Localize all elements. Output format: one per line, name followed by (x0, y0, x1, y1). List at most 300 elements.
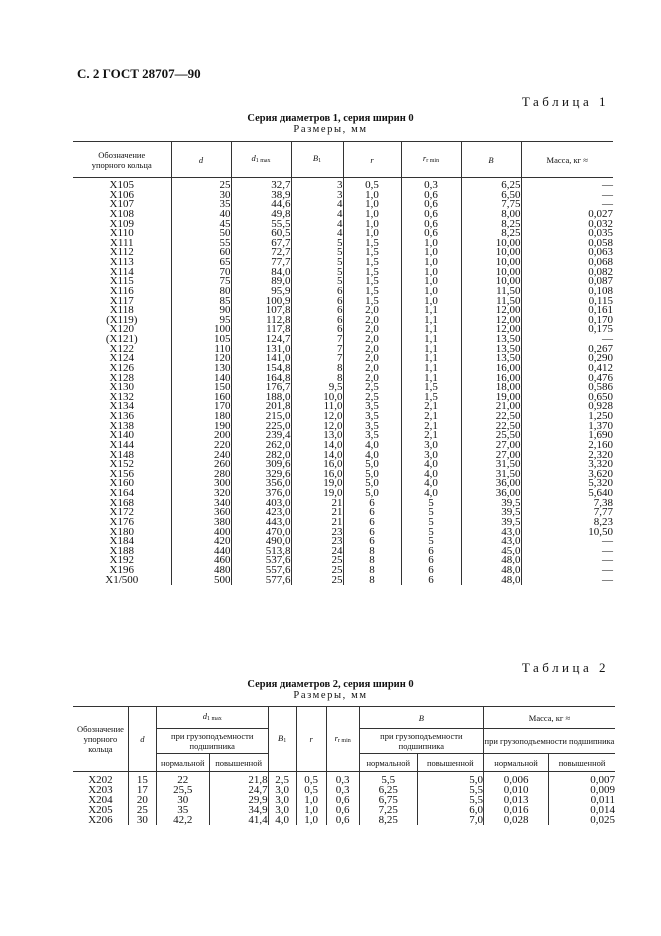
table-row (73, 210, 613, 220)
table-cell: X107 (73, 200, 171, 210)
table-cell: 188,0 (231, 393, 291, 403)
table-cell: 0,267 (588, 342, 613, 355)
table-cell: 95,9 (231, 287, 291, 297)
table-cell: 400 (171, 528, 231, 538)
t2-col-r1min: $r_{r min}$ (326, 707, 359, 772)
table-cell: 1,1 (401, 345, 461, 355)
table-cell: 131,0 (231, 345, 291, 355)
table-cell: 5,0 (343, 470, 401, 480)
table-cell: 340 (171, 499, 231, 509)
table1-heading (0, 113, 661, 135)
table-cell: 215,0 (231, 412, 291, 422)
table-cell: X112 (73, 248, 171, 258)
table-cell: 1,5 (343, 287, 401, 297)
table-row (73, 277, 613, 287)
table-cell: 8 (291, 374, 343, 384)
table-cell: 6,50 (461, 191, 521, 201)
table-cell: 14,0 (291, 441, 343, 451)
table-cell: 0,3 (326, 772, 359, 786)
table-cell: 11,50 (461, 287, 521, 297)
table-cell: X126 (73, 364, 171, 374)
table-cell: 1,5 (401, 383, 461, 393)
table-cell: 40 (171, 210, 231, 220)
table-cell: 239,4 (231, 431, 291, 441)
table-cell: 6,25 (461, 178, 521, 191)
table-row (73, 556, 613, 566)
table-cell: 60 (171, 248, 231, 258)
table-cell: 20 (128, 795, 156, 805)
table-cell: 1,5 (343, 268, 401, 278)
t2-col-mass: Масса, кг ≈ (483, 707, 615, 729)
table-cell: 513,8 (231, 547, 291, 557)
table-cell: 25 (291, 566, 343, 576)
table-cell: 5 (401, 499, 461, 509)
table1-body (73, 178, 613, 586)
table-cell: 24 (291, 547, 343, 557)
table-cell: 282,0 (231, 451, 291, 461)
table-cell: 13,50 (461, 354, 521, 364)
table-cell: 10,00 (461, 268, 521, 278)
table-row (73, 316, 613, 326)
table1-subtitle: Размеры, мм (293, 124, 368, 135)
table-cell: 55 (171, 239, 231, 249)
table-cell: 0,035 (588, 227, 613, 240)
table-cell: 5,0 (343, 460, 401, 470)
table-cell: 1,5 (343, 258, 401, 268)
table-row (73, 345, 613, 355)
table-cell: X148 (73, 451, 171, 461)
table-cell: 1,1 (401, 316, 461, 326)
table-cell: 6 (291, 306, 343, 316)
table-cell: X120 (73, 325, 171, 335)
table-cell: 29,9 (209, 795, 268, 805)
table-cell: 4,0 (343, 451, 401, 461)
table-cell: 5,5 (417, 795, 483, 805)
table-cell: 2,320 (588, 448, 613, 461)
table-cell: 38,9 (231, 191, 291, 201)
table-cell: 150 (171, 383, 231, 393)
table-cell: 500 (171, 576, 231, 586)
table-row (73, 451, 613, 461)
table-cell: X113 (73, 258, 171, 268)
table-cell: 6 (401, 556, 461, 566)
table-cell: 5 (401, 508, 461, 518)
table-cell: 43,0 (461, 537, 521, 547)
table-cell: 0,170 (588, 313, 613, 326)
table-row (73, 518, 613, 528)
table-cell: 22 (156, 772, 209, 786)
table-cell: X172 (73, 508, 171, 518)
table-cell: 7 (291, 345, 343, 355)
page-header: С. 2 ГОСТ 28707—90 (77, 66, 201, 81)
table-cell: 440 (171, 547, 231, 557)
table-cell: 10,50 (588, 525, 613, 538)
t2-col-b1: $B_1$ (268, 707, 296, 772)
table-cell: 5 (291, 258, 343, 268)
table-cell: 4,0 (401, 470, 461, 480)
table-cell: 107,8 (231, 306, 291, 316)
table-cell: X138 (73, 422, 171, 432)
table-cell: 260 (171, 460, 231, 470)
table-cell: 112,8 (231, 316, 291, 326)
table-cell: 0,175 (588, 323, 613, 336)
table-cell: 100 (171, 325, 231, 335)
table-cell: 6 (343, 528, 401, 538)
table-cell: 4 (291, 229, 343, 239)
table-cell: 8,00 (461, 210, 521, 220)
table-cell: 0,025 (590, 814, 615, 826)
table-cell: 0,014 (590, 804, 615, 816)
table-cell: 164,8 (231, 374, 291, 384)
table-cell: 0,5 (296, 772, 326, 786)
table-row (73, 508, 613, 518)
table-cell: 1,5 (343, 277, 401, 287)
table-cell: 0,650 (588, 390, 613, 403)
table-cell: 1,1 (401, 306, 461, 316)
table-cell: 39,5 (461, 499, 521, 509)
table-cell: — (602, 198, 613, 211)
table-row (73, 374, 613, 384)
table-row (73, 576, 613, 586)
table-cell: 1,1 (401, 325, 461, 335)
table-cell: 6 (291, 316, 343, 326)
table-cell: 12,0 (291, 412, 343, 422)
table-row (73, 297, 613, 307)
table-cell: 72,7 (231, 248, 291, 258)
table-row (73, 220, 613, 230)
table-cell: 6 (343, 508, 401, 518)
table-cell: 0,290 (588, 352, 613, 365)
table-cell: 1,0 (343, 200, 401, 210)
table-cell: 2,1 (401, 412, 461, 422)
table-cell: 2,0 (343, 325, 401, 335)
table-cell: 48,0 (461, 576, 521, 586)
table-cell: — (602, 544, 613, 557)
table-cell: 31,50 (461, 460, 521, 470)
table-cell: 1,0 (343, 191, 401, 201)
table-cell: 0,6 (401, 191, 461, 201)
table-cell: 12,0 (291, 422, 343, 432)
table-cell: X108 (73, 210, 171, 220)
table-cell: 8 (343, 547, 401, 557)
table-cell: — (602, 179, 613, 191)
table-cell: X109 (73, 220, 171, 230)
table-cell: 42,2 (156, 815, 209, 825)
table-cell: 39,5 (461, 508, 521, 518)
table-cell: 8 (291, 364, 343, 374)
table-row (73, 248, 613, 258)
table-cell: 403,0 (231, 499, 291, 509)
table-row (73, 191, 613, 201)
table-row (73, 287, 613, 297)
table-cell: 2,0 (343, 335, 401, 345)
table-cell: 8,25 (461, 220, 521, 230)
table-cell: 117,8 (231, 325, 291, 335)
table1-title: Серия диаметров 1, серия ширин 0 (247, 113, 414, 124)
table-cell: 3,0 (401, 451, 461, 461)
table-cell: 154,8 (231, 364, 291, 374)
table-cell: 5 (291, 239, 343, 249)
table-cell: 48,0 (461, 566, 521, 576)
table-cell: 557,6 (231, 566, 291, 576)
table-cell: 6 (401, 566, 461, 576)
t2-mass-by-load: при грузоподъемности подшипника (483, 729, 615, 754)
table-cell: 200 (171, 431, 231, 441)
table-cell: 21,00 (461, 402, 521, 412)
t2-b-high: повышенной (417, 754, 483, 772)
table-cell: 45,0 (461, 547, 521, 557)
table-cell: 31,50 (461, 470, 521, 480)
table-cell: 356,0 (231, 479, 291, 489)
table-cell: 420 (171, 537, 231, 547)
table-cell: 443,0 (231, 518, 291, 528)
table-cell: 180 (171, 412, 231, 422)
table-cell: 6 (401, 547, 461, 557)
table-row (73, 499, 613, 509)
table-cell: 0,087 (588, 275, 613, 288)
table-cell: 380 (171, 518, 231, 528)
table-cell: 13,50 (461, 345, 521, 355)
table-cell: X206 (73, 815, 128, 825)
table-cell: 0,058 (588, 236, 613, 249)
table-cell: X205 (73, 805, 128, 815)
table-row (73, 402, 613, 412)
table-cell: X184 (73, 537, 171, 547)
table-cell: 4,0 (343, 441, 401, 451)
table-cell: — (602, 535, 613, 548)
table-cell: 90 (171, 306, 231, 316)
table-cell: 21 (291, 518, 343, 528)
table-cell: 55,5 (231, 220, 291, 230)
table-cell: 0,032 (588, 217, 613, 230)
table-cell: 3,5 (343, 422, 401, 432)
table-row (73, 335, 613, 345)
table-cell: 0,5 (296, 785, 326, 795)
table-cell: 49,8 (231, 210, 291, 220)
table-row (73, 200, 613, 210)
table-cell: 1,690 (588, 429, 613, 442)
table-cell: 376,0 (231, 489, 291, 499)
table-row (73, 479, 613, 489)
table-cell: 2,160 (588, 438, 613, 451)
table-cell: (X121) (73, 335, 171, 345)
table-cell: 0,3 (326, 785, 359, 795)
table-cell: 4 (291, 200, 343, 210)
table-cell: 35 (156, 805, 209, 815)
table-cell: 537,6 (231, 556, 291, 566)
table-cell: X124 (73, 354, 171, 364)
table-row (73, 537, 613, 547)
table-cell: 176,7 (231, 383, 291, 393)
table-cell: 2,0 (343, 364, 401, 374)
table-cell: 0,6 (401, 220, 461, 230)
table-cell: X202 (73, 772, 128, 786)
table-cell: 30 (128, 815, 156, 825)
table-cell: 7 (291, 354, 343, 364)
table-cell: 124,7 (231, 335, 291, 345)
table-row (73, 229, 613, 239)
table-cell: 3,5 (343, 402, 401, 412)
table-cell: (X119) (73, 316, 171, 326)
table-cell: 15 (128, 772, 156, 786)
table-cell: X117 (73, 297, 171, 307)
table-cell: 3,0 (268, 785, 296, 795)
table-cell: 0,108 (588, 284, 613, 297)
table-cell: 11,50 (461, 297, 521, 307)
table-cell: 2,0 (343, 345, 401, 355)
table-cell: 2,5 (343, 383, 401, 393)
table-row (73, 566, 613, 576)
t2-d1-high: повышенной (209, 754, 268, 772)
table-cell: 1,0 (401, 239, 461, 249)
table-cell: 23 (291, 537, 343, 547)
table-cell: 25 (171, 178, 231, 191)
table-cell: 1,1 (401, 364, 461, 374)
table-cell: 89,0 (231, 277, 291, 287)
table-cell: 0,412 (588, 361, 613, 374)
t2-col-d1max: $d_{1 max}$ (156, 707, 268, 729)
t1-col-r1min: $r_{r min}$ (401, 142, 461, 178)
table-cell: 60,5 (231, 229, 291, 239)
t1-col-r: r (343, 142, 401, 178)
table-cell: 16,0 (291, 460, 343, 470)
table-cell: 1,0 (401, 277, 461, 287)
table-cell: 10,0 (291, 393, 343, 403)
table-cell: 2,5 (343, 393, 401, 403)
table-cell: 8 (343, 576, 401, 586)
table-cell: 0,010 (483, 785, 548, 795)
t2-b-by-load: при грузоподъемности подшипника (359, 729, 483, 754)
table-cell: 0,009 (590, 784, 615, 796)
table-cell: 0,027 (588, 207, 613, 220)
table-cell: 2,0 (343, 316, 401, 326)
table-cell: 1,1 (401, 335, 461, 345)
table-cell: 19,0 (291, 479, 343, 489)
table-cell: 34,9 (209, 805, 268, 815)
table-cell: 13,0 (291, 431, 343, 441)
table-row (73, 422, 613, 432)
table-cell: 50 (171, 229, 231, 239)
table2-body (73, 772, 615, 826)
table-cell: 77,7 (231, 258, 291, 268)
table-cell: 32,7 (231, 178, 291, 191)
table-cell: 5 (401, 528, 461, 538)
table-cell: 0,476 (588, 371, 613, 384)
t1-col-b: B (461, 142, 521, 178)
table-cell: 130 (171, 364, 231, 374)
table-cell: 1,0 (296, 805, 326, 815)
table-cell: 0,6 (326, 795, 359, 805)
table-cell: 3,0 (268, 805, 296, 815)
table-cell: 24,7 (209, 785, 268, 795)
table-cell: 220 (171, 441, 231, 451)
table-cell: 5 (291, 248, 343, 258)
table-cell: 225,0 (231, 422, 291, 432)
table-cell: X180 (73, 528, 171, 538)
table-cell: 5 (291, 268, 343, 278)
table-cell: 3,620 (588, 467, 613, 480)
table-cell: 18,00 (461, 383, 521, 393)
table-cell: 6,0 (417, 805, 483, 815)
table-cell: 0,6 (401, 200, 461, 210)
table-cell: 25 (128, 805, 156, 815)
table-cell: — (602, 573, 613, 586)
table-cell: 16,0 (291, 470, 343, 480)
table-cell: 120 (171, 354, 231, 364)
table-cell: X156 (73, 470, 171, 480)
table-cell: 110 (171, 345, 231, 355)
table-cell: 8,25 (359, 815, 417, 825)
table-cell: 12,00 (461, 306, 521, 316)
table-cell: X128 (73, 374, 171, 384)
table-cell: 44,6 (231, 200, 291, 210)
table-cell: 2,1 (401, 422, 461, 432)
table-cell: X168 (73, 499, 171, 509)
table2-label: Таблица 2 (521, 660, 609, 675)
table-cell: 0,082 (588, 265, 613, 278)
t2-col-d: d (128, 707, 156, 772)
table-cell: X176 (73, 518, 171, 528)
table-cell: 19,00 (461, 393, 521, 403)
t1-col-b1: $B_1$ (291, 142, 343, 178)
table-cell: X122 (73, 345, 171, 355)
table-row (73, 258, 613, 268)
table-cell: 141,0 (231, 354, 291, 364)
table-cell: 7,77 (593, 506, 613, 519)
table-cell: 1,0 (343, 229, 401, 239)
table-cell: X203 (73, 785, 128, 795)
table-cell: 6 (291, 325, 343, 335)
table-cell: 1,250 (588, 410, 613, 422)
table-cell: X116 (73, 287, 171, 297)
table-cell: X136 (73, 412, 171, 422)
table-cell: 0,6 (401, 210, 461, 220)
table-cell: 6 (343, 518, 401, 528)
table-cell: 490,0 (231, 537, 291, 547)
table-cell: X140 (73, 431, 171, 441)
table-cell: 0,6 (326, 815, 359, 825)
table-cell: 309,6 (231, 460, 291, 470)
table-cell: 1,0 (343, 210, 401, 220)
table-cell: X110 (73, 229, 171, 239)
table-cell: 280 (171, 470, 231, 480)
table-cell: 240 (171, 451, 231, 461)
table-cell: 5,0 (343, 489, 401, 499)
table-cell: 10,00 (461, 239, 521, 249)
table-cell: — (602, 333, 613, 345)
table-cell: X130 (73, 383, 171, 393)
table-cell: 6 (291, 297, 343, 307)
t2-d1-by-load: при грузоподъемности подшипника (156, 729, 268, 754)
table-row (73, 354, 613, 364)
table-cell: 10,00 (461, 277, 521, 287)
table-cell: 4 (291, 220, 343, 230)
table-cell: 0,006 (483, 772, 548, 786)
table2-subtitle: Размеры, мм (293, 690, 368, 701)
table-cell: 577,6 (231, 576, 291, 586)
table-cell: X118 (73, 306, 171, 316)
table-cell: 4 (291, 210, 343, 220)
table-cell: 85 (171, 297, 231, 307)
table-cell: 6 (343, 499, 401, 509)
table-cell: 160 (171, 393, 231, 403)
table-cell: 170 (171, 402, 231, 412)
table-row (73, 306, 613, 316)
table-cell: X105 (73, 178, 171, 191)
table-cell: 5,0 (417, 772, 483, 786)
table-cell: 8,23 (593, 515, 613, 528)
table-cell: 320 (171, 489, 231, 499)
